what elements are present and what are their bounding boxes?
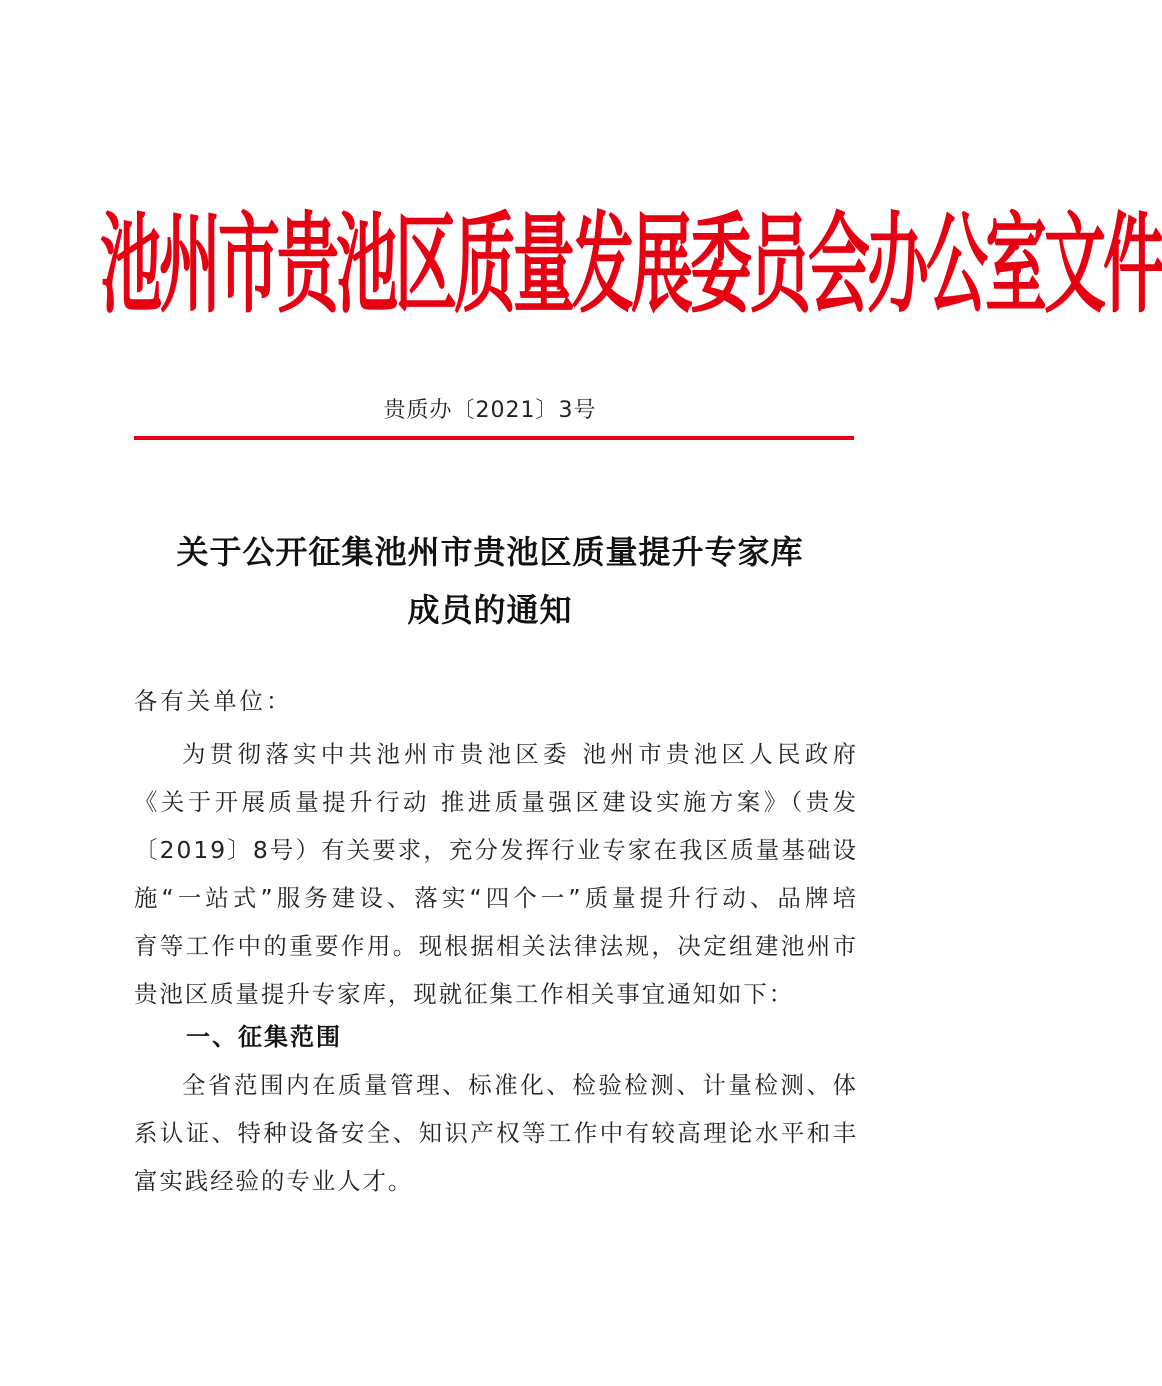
paragraph-1-line: 《关于开展质量提升行动 推进质量强区建设实施方案》（贵发: [134, 788, 858, 816]
paragraph-1-line: 施“一站式”服务建设、落实“四个一”质量提升行动、品牌培: [134, 884, 858, 912]
red-divider-rule: [134, 436, 854, 440]
paragraph-1-line: 贵池区质量提升专家库，现就征集工作相关事宜通知如下：: [134, 980, 795, 1008]
paragraph-2-line: 全省范围内在质量管理、标准化、检验检测、计量检测、体: [182, 1071, 858, 1099]
paragraph-1-line: 〔2019〕8号）有关要求，充分发挥行业专家在我区质量基础设: [134, 836, 858, 864]
paragraph-1-line: 育等工作中的重要作用。现根据相关法律法规，决定组建池州市: [134, 932, 858, 960]
paragraph-2-line: 富实践经验的专业人才。: [134, 1167, 414, 1195]
paragraph-2-line: 系认证、特种设备安全、知识产权等工作中有较高理论水平和丰: [134, 1119, 858, 1147]
salutation: 各有关单位：: [134, 687, 293, 715]
section-heading-scope: 一、征集范围: [186, 1023, 342, 1051]
masthead-title: 池州市贵池区质量发展委员会办公室文件: [100, 200, 1162, 328]
paragraph-1-line: 为贯彻落实中共池州市贵池区委 池州市贵池区人民政府: [182, 740, 858, 768]
document-number: 贵质办〔2021〕3号: [383, 398, 597, 423]
notice-title-line-2: 成员的通知: [407, 591, 573, 629]
notice-title-line-1: 关于公开征集池州市贵池区质量提升专家库: [176, 533, 804, 571]
